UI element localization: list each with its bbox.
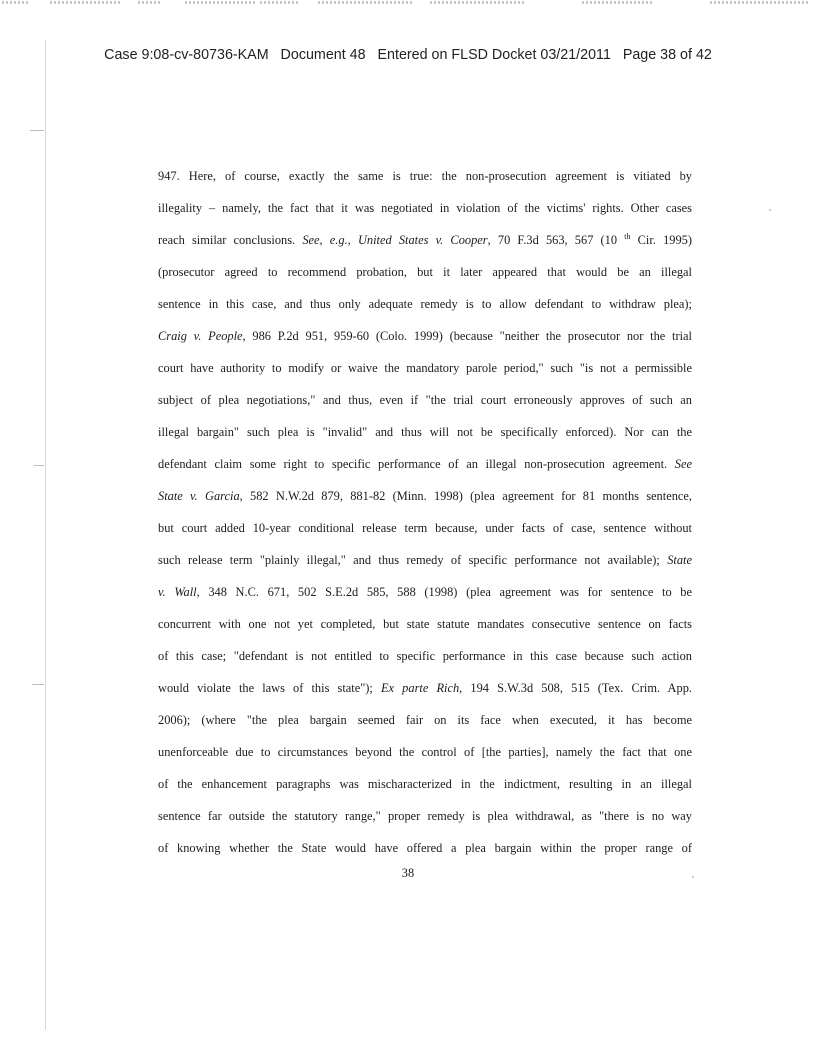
body-line-6: Craig v. People, 986 P.2d 951, 959-60 (Colo. 1999) (because "neither the prosecutor nor the trial — [158, 329, 692, 343]
body-line-1: 947. Here, of course, exactly the same is true: the non-prosecution agreement is vitiated by — [158, 169, 692, 183]
body-line-15: concurrent with one not yet completed, but state statute mandates consecutive sentence on facts — [158, 617, 692, 631]
body-line-16: of this case; "defendant is not entitled to specific performance in this case because such action — [158, 649, 692, 663]
body-line-12: but court added 10-year conditional release term because, under facts of case, sentence without — [158, 521, 692, 535]
body-line-19: unenforceable due to circumstances beyond the control of [the parties], namely the fact that one — [158, 745, 692, 759]
body-line-14: v. Wall, 348 N.C. 671, 502 S.E.2d 585, 588 (1998) (plea agreement was for sentence to be — [158, 585, 692, 599]
document-body — [158, 160, 692, 864]
body-line-21: sentence far outside the statutory range," proper remedy is plea withdrawal, as "there is no way — [158, 809, 692, 823]
scan-top-border — [0, 0, 816, 8]
body-line-11: State v. Garcia, 582 N.W.2d 879, 881-82 (Minn. 1998) (plea agreement for 81 months sentence, — [158, 489, 692, 503]
body-line-4: (prosecutor agreed to recommend probation, but it later appeared that would be an illegal — [158, 265, 692, 279]
line-3-start: reach similar conclusions. See, e.g., United States v. Cooper, 70 F.3d 563, 567 (10 — [158, 233, 618, 247]
court-filing-header: Case 9:08-cv-80736-KAM Document 48 Entered on FLSD Docket 03/21/2011 Page 38 of 42 — [104, 47, 712, 63]
body-line-5: sentence in this case, and thus only adequate remedy is to allow defendant to withdraw plea); — [158, 297, 692, 311]
body-line-10: defendant claim some right to specific performance of an illegal non-prosecution agreement. See — [158, 457, 692, 471]
body-line-20: of the enhancement paragraphs was mischaracterized in the indictment, resulting in an illegal — [158, 777, 692, 791]
body-line-17: would violate the laws of this state"); Ex parte Rich, 194 S.W.3d 508, 515 (Tex. Crim. App. — [158, 681, 692, 695]
body-line-8: subject of plea negotiations," and thus, even if "the trial court erroneously approves of such an — [158, 393, 692, 407]
scan-mark — [32, 684, 44, 685]
page-number: 38 — [401, 866, 415, 880]
scan-mark — [34, 465, 44, 466]
body-line-7: court have authority to modify or waive the mandatory parole period," such "is not a permissible — [158, 361, 692, 375]
body-line-13: such release term "plainly illegal," and thus remedy of specific performance not available); State — [158, 553, 692, 567]
scan-mark — [30, 130, 44, 131]
body-line-2: illegality – namely, the fact that it was negotiated in violation of the victims' rights. Other cases — [158, 201, 692, 215]
body-line-9: illegal bargain" such plea is "invalid" and thus will not be specifically enforced). Nor can the — [158, 425, 692, 439]
body-line-3 — [158, 224, 692, 256]
scan-speck — [769, 209, 771, 211]
body-line-22: of knowing whether the State would have offered a plea bargain within the proper range of — [158, 841, 692, 855]
scan-left-edge — [45, 40, 46, 1030]
line-3-sup: th — [624, 231, 631, 241]
line-3-end: Cir. 1995) — [637, 233, 692, 247]
body-line-18: 2006); (where "the plea bargain seemed fair on its face when executed, it has become — [158, 713, 692, 727]
